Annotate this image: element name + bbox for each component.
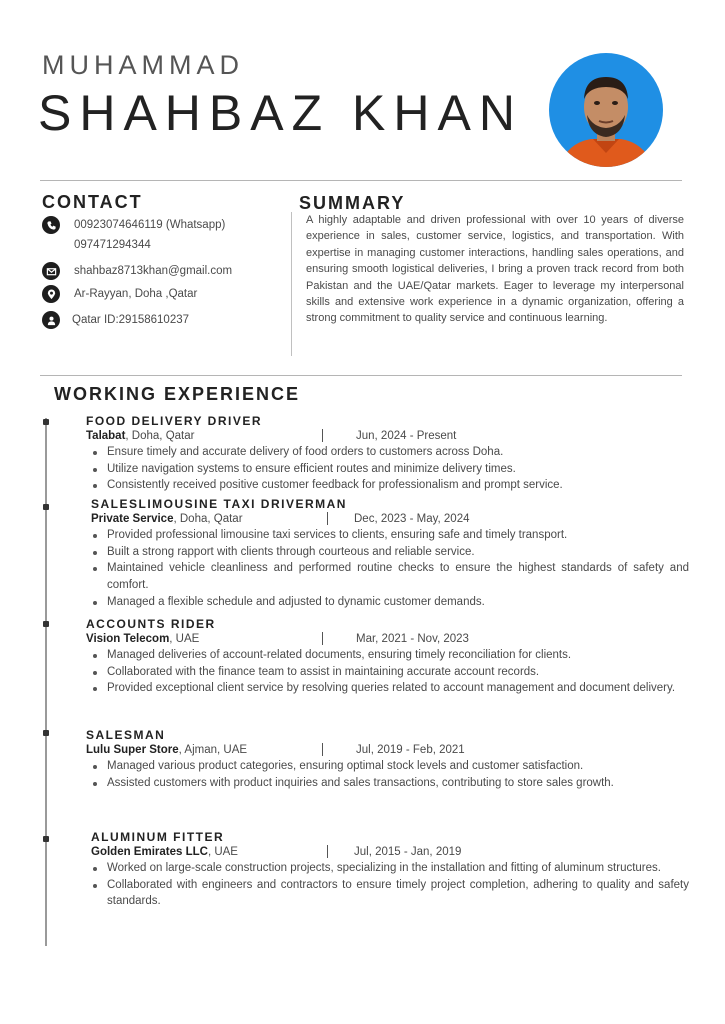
job-location: , UAE bbox=[207, 846, 238, 858]
contact-location-text: Ar-Rayyan, Doha ,Qatar bbox=[74, 288, 198, 300]
job-bullet: Managed deliveries of account-related documents, ensuring timely reconciliation for clients. bbox=[107, 647, 689, 664]
job-bullet: Consistently received positive customer feedback for professionalism and prompt service. bbox=[107, 477, 689, 494]
job-entry bbox=[86, 617, 689, 697]
timeline-marker bbox=[43, 504, 49, 510]
job-location: , Doha, Qatar bbox=[125, 430, 195, 442]
job-bullet: Managed various product categories, ensuring optimal stock levels and customer satisfaction. bbox=[107, 758, 689, 775]
profile-photo bbox=[549, 53, 663, 167]
job-title: ACCOUNTS RIDER bbox=[86, 617, 216, 631]
first-name: MUHAMMAD bbox=[42, 50, 244, 80]
job-bullet: Provided exceptional client service by resolving queries related to account management and document delivery. bbox=[107, 680, 689, 697]
contact-email-text[interactable]: shahbaz8713khan@gmail.com bbox=[74, 265, 233, 277]
job-bullets bbox=[86, 444, 689, 494]
job-dates: Jul, 2019 - Feb, 2021 bbox=[356, 744, 465, 756]
id-card-icon bbox=[42, 311, 60, 329]
contact-phone bbox=[42, 216, 225, 234]
meta-separator bbox=[322, 429, 323, 442]
job-bullet: Collaborated with the finance team to assist in maintaining accurate account records. bbox=[107, 664, 689, 681]
job-bullets bbox=[86, 647, 689, 697]
meta-separator bbox=[327, 512, 328, 525]
job-title: ALUMINUM FITTER bbox=[91, 830, 225, 844]
job-bullet: Maintained vehicle cleanliness and performed routine checks to ensure the highest standards of safety and comfort. bbox=[107, 560, 689, 593]
timeline-marker bbox=[43, 621, 49, 627]
contact-phone-text[interactable]: 00923074646119 (Whatsapp) bbox=[74, 219, 226, 231]
job-company: Private Service bbox=[91, 513, 174, 525]
job-entry bbox=[91, 497, 689, 611]
timeline-line bbox=[45, 418, 47, 946]
meta-separator bbox=[322, 632, 323, 645]
job-bullet: Ensure timely and accurate delivery of food orders to customers across Doha. bbox=[107, 444, 689, 461]
job-title: SALESLIMOUSINE TAXI DRIVERMAN bbox=[91, 497, 347, 511]
job-dates: Dec, 2023 - May, 2024 bbox=[354, 513, 470, 525]
job-bullet: Built a strong rapport with clients through courteous and reliable service. bbox=[107, 544, 689, 561]
job-entry bbox=[86, 728, 689, 791]
job-location: , Ajman, UAE bbox=[178, 744, 248, 756]
job-dates: Jun, 2024 - Present bbox=[356, 430, 457, 442]
email-icon bbox=[42, 262, 60, 280]
job-meta bbox=[91, 512, 689, 527]
job-company: Talabat bbox=[86, 430, 126, 442]
job-bullets bbox=[86, 758, 689, 791]
whatsapp-icon bbox=[42, 216, 60, 234]
experience-heading: WORKING EXPERIENCE bbox=[54, 384, 301, 404]
contact-id bbox=[42, 311, 189, 329]
contact-heading: CONTACT bbox=[42, 192, 143, 212]
job-company: Lulu Super Store bbox=[86, 744, 179, 756]
job-dates: Mar, 2021 - Nov, 2023 bbox=[356, 633, 469, 645]
job-bullets bbox=[91, 527, 689, 611]
summary-heading: SUMMARY bbox=[299, 193, 406, 213]
job-dates: Jul, 2015 - Jan, 2019 bbox=[354, 846, 462, 858]
job-title: FOOD DELIVERY DRIVER bbox=[86, 414, 263, 428]
job-bullet: Provided professional limousine taxi services to clients, ensuring safe and timely transport. bbox=[107, 527, 689, 544]
timeline-marker bbox=[43, 836, 49, 842]
job-meta bbox=[91, 845, 689, 860]
last-name: SHAHBAZ KHAN bbox=[38, 85, 523, 141]
summary-text: A highly adaptable and driven professional with over 10 years of diverse experience in sales, customer service, logistics, and transportation. With expertise in managing customer interactions, handling sales operations, and ensuring smooth logistical deliveries, I bring a proven track record from both Pakistan and the UAE/Qatar markets. Eager to leverage my interpersonal skills and extensive work experience in a dynamic organization, offering a strong commitment to quality service and continuous learning. bbox=[306, 214, 684, 325]
contact-email bbox=[42, 262, 232, 280]
job-bullets bbox=[91, 860, 689, 910]
meta-separator bbox=[327, 845, 328, 858]
job-company: Vision Telecom bbox=[86, 633, 170, 645]
job-location: , Doha, Qatar bbox=[173, 513, 243, 525]
job-meta bbox=[86, 632, 689, 647]
timeline-marker bbox=[43, 419, 49, 425]
meta-separator bbox=[322, 743, 323, 756]
job-title: SALESMAN bbox=[86, 728, 166, 742]
job-entry bbox=[86, 414, 689, 494]
contact-phone-secondary-text[interactable]: 097471294344 bbox=[74, 239, 151, 251]
column-divider bbox=[291, 212, 292, 356]
job-company: Golden Emirates LLC bbox=[91, 846, 208, 858]
job-bullet: Managed a flexible schedule and adjusted to dynamic customer demands. bbox=[107, 594, 689, 611]
contact-location bbox=[42, 285, 197, 303]
job-bullet: Assisted customers with product inquiries and sales transactions, contributing to store sales growth. bbox=[107, 775, 689, 792]
timeline-marker bbox=[43, 730, 49, 736]
job-entry bbox=[91, 830, 689, 910]
summary-divider bbox=[40, 375, 682, 376]
job-location: , UAE bbox=[169, 633, 200, 645]
location-icon bbox=[42, 285, 60, 303]
header-divider bbox=[40, 180, 682, 181]
contact-phone-secondary bbox=[42, 239, 151, 251]
job-bullet: Worked on large-scale construction projects, specializing in the installation and fitting of aluminum structures. bbox=[107, 860, 689, 877]
job-bullet: Utilize navigation systems to ensure efficient routes and minimize delivery times. bbox=[107, 461, 689, 478]
job-meta bbox=[86, 429, 689, 444]
contact-id-text: Qatar ID:29158610237 bbox=[72, 314, 190, 326]
job-bullet: Collaborated with engineers and contractors to ensure timely project completion, adhering to quality and safety standards. bbox=[107, 877, 689, 910]
job-meta bbox=[86, 743, 689, 758]
